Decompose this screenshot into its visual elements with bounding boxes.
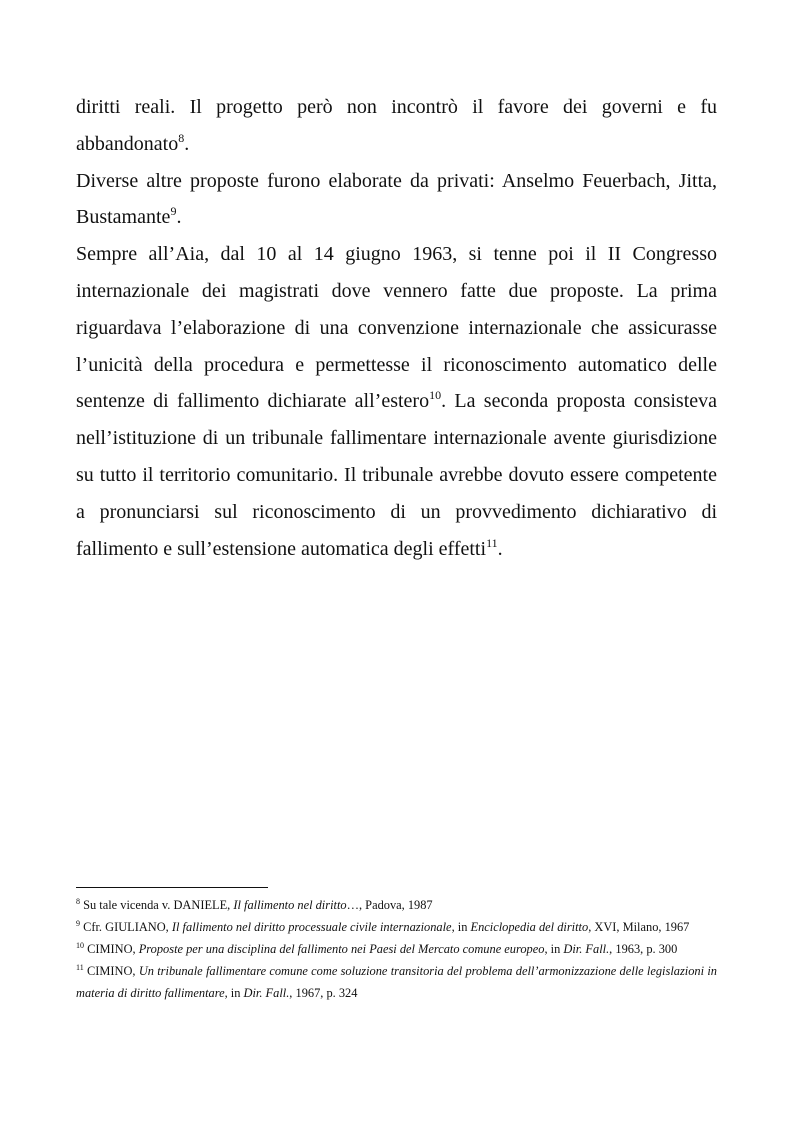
footnote-ref-9[interactable]: 9: [170, 204, 177, 219]
footnote-9: [76, 916, 717, 938]
footnotes: [76, 894, 717, 1004]
text-run: , 1963, p. 300: [609, 942, 678, 956]
footnote-10: [76, 938, 717, 960]
text-run: CIMINO,: [84, 942, 139, 956]
italic-title: Un tribunale fallimentare comune come soluzione transitoria del problema dell’armonizzazione delle legislazioni in materia di diritto fallimentare: [76, 964, 717, 1000]
body-text: [76, 89, 717, 567]
footnote-ref-11[interactable]: 11: [486, 535, 498, 550]
text-run: CIMINO,: [83, 964, 139, 978]
text-run: , 1967, p. 324: [289, 986, 358, 1000]
text-run: Cfr. GIULIANO,: [80, 920, 172, 934]
paragraph-2: [76, 163, 717, 237]
text-run: .: [176, 206, 182, 229]
italic-title: Dir. Fall.: [563, 942, 610, 956]
text-run: . La seconda proposta consisteva nell’istituzione di un tribunale fallimentare internazionale avente giurisdizione su tutto il territorio comunitario. Il tribunale avrebbe dovuto essere competente a pronunciarsi sul riconoscimento di un provvedimento dichiarativo di fallimento e sull’estensione automatica degli effetti: [76, 390, 717, 560]
text-run: .: [497, 537, 503, 560]
italic-title: Dir. Fall.: [243, 986, 290, 1000]
text-run: .: [184, 132, 190, 155]
footnote-number: 9: [76, 919, 80, 928]
footnote-ref-10[interactable]: 10: [429, 388, 442, 403]
italic-title: Proposte per una disciplina del fallimento nei Paesi del Mercato comune europeo: [138, 942, 545, 956]
footnote-ref-8[interactable]: 8: [178, 130, 185, 145]
italic-title: Enciclopedia del diritto: [470, 920, 589, 934]
footnote-11: [76, 960, 717, 1004]
text-run: Sempre all’Aia, dal 10 al 14 giugno 1963, si tenne poi il II Congresso internazionale dei magistrati dove vennero fatte due proposte. La prima riguardava l’elaborazione di una convenzione internazionale che assicurasse l’unicità della procedura e permettesse il riconoscimento automatico delle sentenze di fallimento dichiarate all’estero: [76, 243, 717, 413]
text-run: Diverse altre proposte furono elaborate da privati: Anselmo Feuerbach, Jitta, Bustamante: [76, 169, 717, 229]
footnote-separator: [76, 887, 268, 888]
paragraph-3: [76, 236, 717, 567]
text-run: , in: [451, 920, 471, 934]
footnote-number: 11: [76, 963, 84, 972]
footnote-number: 10: [76, 941, 84, 950]
italic-title: Il fallimento nel diritto: [233, 898, 347, 912]
text-run: diritti reali. Il progetto però non incontrò il favore dei governi e fu abbandonato: [76, 96, 717, 155]
footnote-8: [76, 894, 717, 916]
text-run: , XVI, Milano, 1967: [588, 920, 690, 934]
text-run: , in: [224, 986, 244, 1000]
footnote-number: 8: [76, 897, 80, 906]
italic-title: Il fallimento nel diritto processuale civile internazionale: [171, 920, 452, 934]
text-run: , in: [544, 942, 564, 956]
text-run: …, Padova, 1987: [346, 898, 433, 912]
text-run: Su tale vicenda v. DANIELE,: [80, 898, 234, 912]
paragraph-1: [76, 89, 717, 163]
